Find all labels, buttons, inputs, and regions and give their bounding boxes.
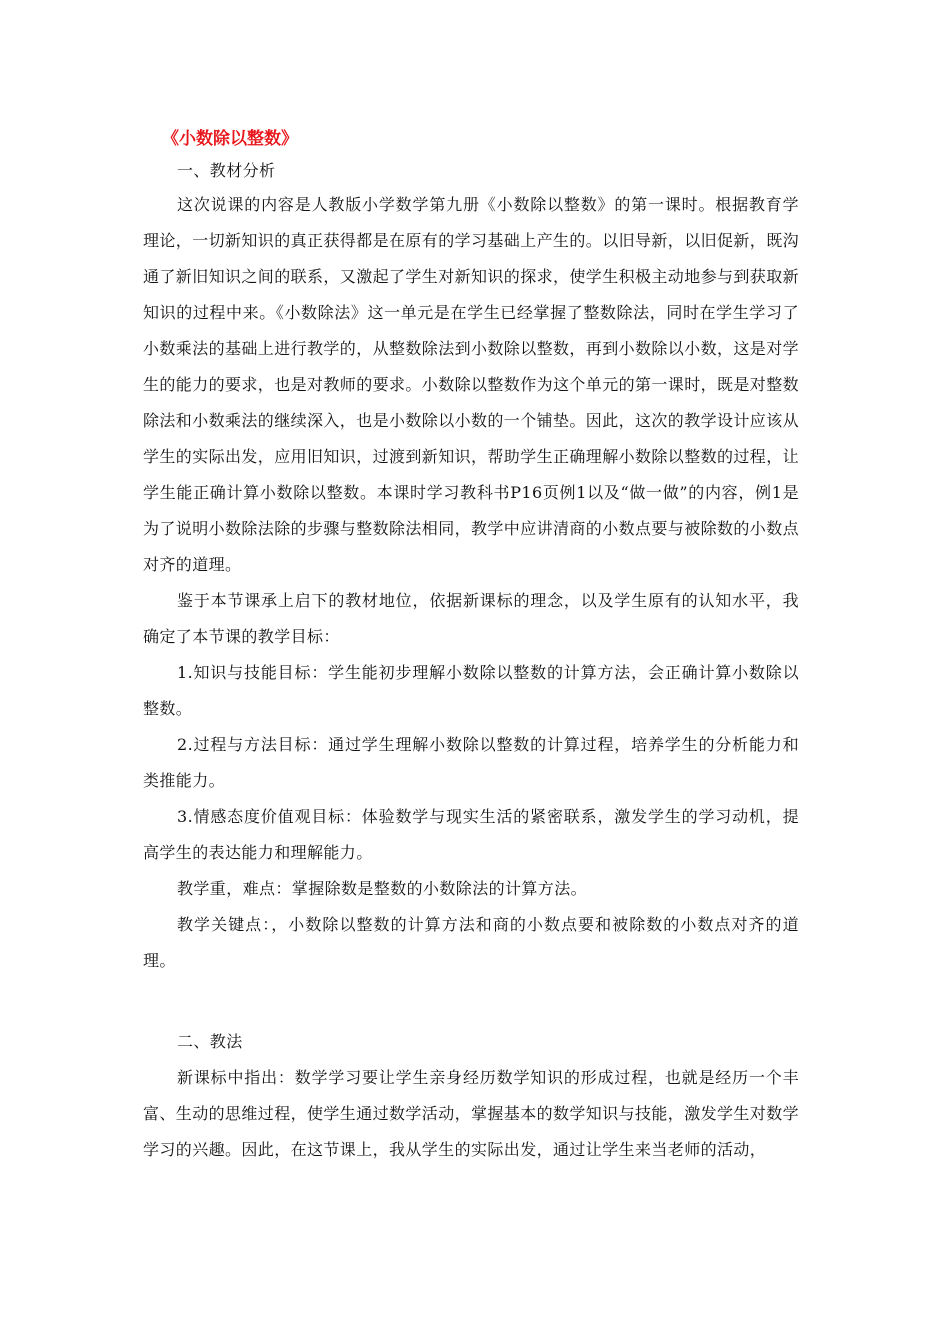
paragraph-objective-emotion: 3.情感态度价值观目标：体验数学与现实生活的紧密联系，激发学生的学习动机，提高学生的表达能力和理解能力。 [143, 807, 799, 862]
paragraph-teaching-method: 新课标中指出：数学学习要让学生亲身经历数学知识的形成过程，也就是经历一个丰富、生动的思维过程，使学生通过数学活动，掌握基本的数学知识与技能，激发学生对数学学习的兴趣。因此，在这节课上，我从学生的实际出发，通过让学生来当老师的活动， [143, 1068, 800, 1159]
paragraph-key-points: 教学关键点：，小数除以整数的计算方法和商的小数点要和被除数的小数点对齐的道理。 [143, 915, 799, 970]
paragraph-objective-process: 2.过程与方法目标：通过学生理解小数除以整数的计算过程，培养学生的分析能力和类推能力。 [143, 735, 799, 790]
document-title: 《小数除以整数》 [162, 129, 298, 149]
section-spacer [143, 979, 799, 1024]
paragraph-objectives-intro: 鉴于本节课承上启下的教材地位，依据新课标的理念，以及学生原有的认知水平，我确定了本节课的教学目标： [143, 591, 799, 646]
paragraph-textbook-analysis: 这次说课的内容是人教版小学数学第九册《小数除以整数》的第一课时。根据教育学理论，一切新知识的真正获得都是在原有的学习基础上产生的。以旧导新，以旧促新，既沟通了新旧知识之间的联系，又激起了学生对新知识的探求，使学生积极主动地参与到获取新知识的过程中来。《小数除法》这一单元是在学生已经掌握了整数除法，同时在学生学习了小数乘法的基础上进行教学的，从整数除法到小数除以整数，再到小数除以小数，这是对学生的能力的要求，也是对教师的要求。小数除以整数作为这个单元的第一课时，既是对整数除法和小数乘法的继续深入，也是小数除以小数的一个铺垫。因此，这次的教学设计应该从学生的实际出发，应用旧知识，过渡到新知识，帮助学生正确理解小数除以整数的过程，让学生能正确计算小数除以整数。本课时学习教科书P16页例1以及“做一做”的内容，例1是为了说明小数除法除的步骤与整数除法相同，教学中应讲清商的小数点要与被除数的小数点对齐的道理。 [143, 195, 800, 574]
paragraph-key-difficult-points: 教学重，难点：掌握除数是整数的小数除法的计算方法。 [177, 879, 588, 898]
paragraph-objective-knowledge: 1.知识与技能目标：学生能初步理解小数除以整数的计算方法，会正确计算小数除以整数。 [143, 663, 799, 718]
section-heading-teaching-method: 二、教法 [177, 1032, 243, 1051]
section-heading-textbook-analysis: 一、教材分析 [177, 161, 276, 180]
document-page [143, 124, 799, 1168]
